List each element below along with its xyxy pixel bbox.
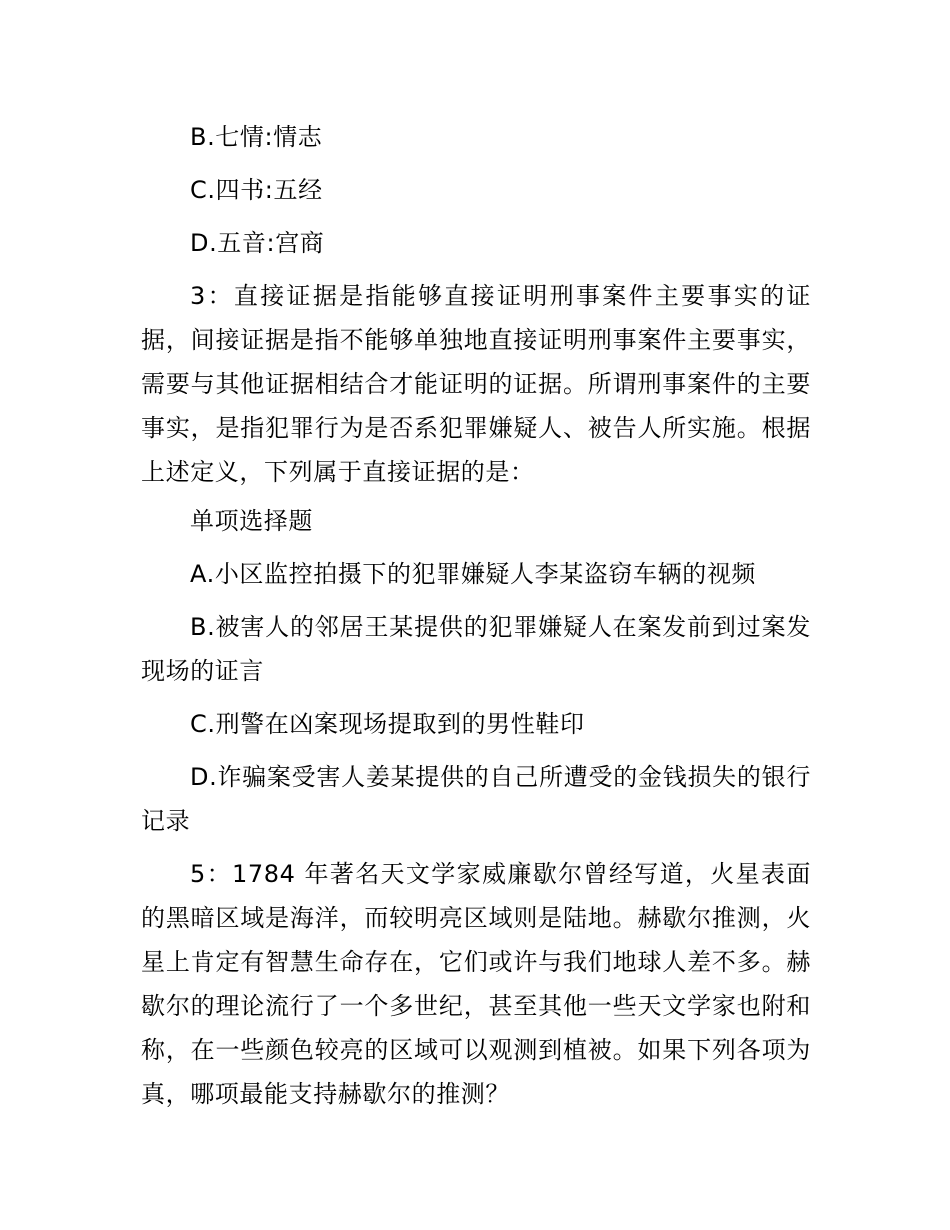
- question-3-option-d: D.诈骗案受害人姜某提供的自己所遭受的金钱损失的银行记录: [141, 763, 811, 835]
- question-3-option-a: A.小区监控拍摄下的犯罪嫌疑人李某盗窃车辆的视频: [190, 560, 757, 588]
- question-3-stem: 3：直接证据是指能够直接证明刑事案件主要事实的证据，间接证据是指不能够单独地直接证明刑事案件主要事实，需要与其他证据相结合才能证明的证据。所谓刑事案件的主要事实，是指犯罪行为是否系犯罪嫌疑人、被告人所实施。根据上述定义，下列属于直接证据的是：: [141, 282, 811, 486]
- prev-question-option-c: C.四书:五经: [190, 176, 323, 204]
- question-3-option-b: B.被害人的邻居王某提供的犯罪嫌疑人在案发前到过案发现场的证言: [141, 613, 811, 685]
- question-3-option-c: C.刑警在凶案现场提取到的男性鞋印: [190, 710, 585, 738]
- question-5-stem: 5：1784 年著名天文学家威廉歇尔曾经写道，火星表面的黑暗区域是海洋，而较明亮区域则是陆地。赫歇尔推测，火星上肯定有智慧生命存在，它们或许与我们地球人差不多。赫歇尔的理论流行了一个多世纪，甚至其他一些天文学家也附和称，在一些颜色较亮的区域可以观测到植被。如果下列各项为真，哪项最能支持赫歇尔的推测？: [141, 860, 811, 1108]
- prev-question-option-d: D.五音:宫商: [190, 229, 325, 257]
- prev-question-option-b: B.七情:情志: [190, 123, 323, 151]
- question-3-type: 单项选择题: [190, 507, 313, 535]
